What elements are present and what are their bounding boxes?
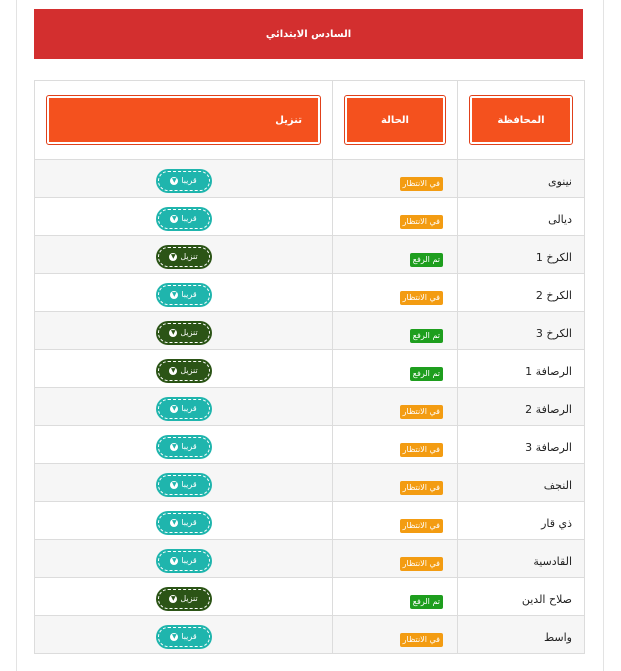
table-row (35, 426, 585, 464)
table-row (35, 312, 585, 350)
download-circle-icon: ▼ (172, 480, 177, 488)
governorate-name: القادسية (533, 555, 572, 568)
download-circle-icon: ▼ (171, 328, 176, 336)
status-badge: في الانتظار (400, 177, 443, 191)
status-badge: تم الرفع (410, 595, 443, 609)
download-button-label: قريبا (181, 632, 197, 641)
download-circle-icon: ▼ (172, 632, 177, 640)
table-row (35, 198, 585, 236)
status-cell (333, 502, 458, 540)
status-badge: في الانتظار (400, 557, 443, 571)
download-circle-icon: ▼ (172, 442, 177, 450)
download-cell (35, 578, 333, 616)
table-body (35, 160, 585, 654)
download-circle-icon: ▼ (172, 404, 177, 412)
status-cell (333, 160, 458, 198)
status-cell (333, 616, 458, 654)
download-circle-icon: ▼ (172, 290, 177, 298)
download-button-label: قريبا (181, 404, 197, 413)
governorate-cell (458, 388, 585, 426)
status-badge: في الانتظار (400, 215, 443, 229)
download-button[interactable] (158, 209, 210, 229)
governorate-name: النجف (543, 479, 572, 492)
governorate-name: صلاح الدين (521, 593, 572, 606)
governorate-cell (458, 464, 585, 502)
download-button-label: قريبا (181, 214, 197, 223)
table-row (35, 502, 585, 540)
status-cell (333, 540, 458, 578)
governorate-cell (458, 616, 585, 654)
download-button-label: تنزيل (180, 328, 198, 337)
download-circle-icon: ▼ (172, 556, 177, 564)
header-governorate (458, 81, 585, 160)
download-button-label: قريبا (181, 176, 197, 185)
download-cell (35, 350, 333, 388)
governorate-name: ديالى (548, 213, 572, 226)
status-badge: في الانتظار (400, 443, 443, 457)
download-button[interactable] (158, 589, 210, 609)
download-button-label: قريبا (181, 480, 197, 489)
header-status-label: الحالة (381, 114, 409, 126)
download-button-label: تنزيل (180, 594, 198, 603)
governorate-cell (458, 160, 585, 198)
download-cell (35, 160, 333, 198)
header-governorate-label: المحافظة (497, 114, 545, 126)
status-badge: في الانتظار (400, 633, 443, 647)
table-row (35, 540, 585, 578)
status-badge: تم الرفع (410, 367, 443, 381)
status-cell (333, 350, 458, 388)
status-cell (333, 464, 458, 502)
governorate-name: الكرخ 1 (535, 251, 572, 264)
download-cell (35, 426, 333, 464)
download-cell (35, 540, 333, 578)
header-governorate-button (470, 96, 572, 144)
governorate-name: الرصافة 3 (525, 441, 572, 454)
governorate-name: الرصافة 2 (525, 403, 572, 416)
download-circle-icon: ▼ (172, 176, 177, 184)
download-button[interactable] (158, 285, 210, 305)
status-badge: في الانتظار (400, 481, 443, 495)
status-badge: في الانتظار (400, 291, 443, 305)
status-cell (333, 198, 458, 236)
download-cell (35, 312, 333, 350)
governorate-cell (458, 426, 585, 464)
governorate-name: نينوى (548, 175, 572, 188)
download-cell (35, 616, 333, 654)
download-button[interactable] (158, 437, 210, 457)
download-button-label: قريبا (181, 290, 197, 299)
download-button[interactable] (158, 475, 210, 495)
results-table (34, 80, 585, 654)
table-row (35, 464, 585, 502)
header-download-label: تنزيل (275, 114, 302, 126)
table-row (35, 388, 585, 426)
governorate-name: الكرخ 3 (535, 327, 572, 340)
download-button[interactable] (158, 247, 210, 267)
governorate-cell (458, 274, 585, 312)
download-cell (35, 388, 333, 426)
governorate-cell (458, 350, 585, 388)
table-row (35, 578, 585, 616)
status-cell (333, 274, 458, 312)
header-status-button (345, 96, 445, 144)
download-circle-icon: ▼ (171, 252, 176, 260)
governorate-cell (458, 236, 585, 274)
governorate-name: واسط (543, 631, 572, 644)
download-button-label: تنزيل (180, 252, 198, 261)
status-cell (333, 312, 458, 350)
download-button-label: قريبا (181, 442, 197, 451)
governorate-name: ذي قار (541, 517, 572, 530)
header-download-button (47, 96, 320, 144)
download-button[interactable] (158, 323, 210, 343)
download-cell (35, 236, 333, 274)
page-title: السادس الابتدائي (265, 28, 352, 40)
status-badge: في الانتظار (400, 405, 443, 419)
download-circle-icon: ▼ (171, 594, 176, 602)
governorate-name: الرصافة 1 (525, 365, 572, 378)
governorate-cell (458, 578, 585, 616)
page-title-banner (34, 9, 583, 59)
governorate-cell (458, 502, 585, 540)
download-button[interactable] (158, 171, 210, 191)
status-cell (333, 236, 458, 274)
download-button[interactable] (158, 513, 210, 533)
header-download (35, 81, 333, 160)
download-circle-icon: ▼ (172, 214, 177, 222)
download-button-label: قريبا (181, 556, 197, 565)
download-button-label: قريبا (181, 518, 197, 527)
download-cell (35, 274, 333, 312)
download-button-label: تنزيل (180, 366, 198, 375)
download-cell (35, 198, 333, 236)
status-cell (333, 388, 458, 426)
status-cell (333, 578, 458, 616)
governorate-cell (458, 198, 585, 236)
download-cell (35, 464, 333, 502)
table-row (35, 236, 585, 274)
download-button[interactable] (158, 361, 210, 381)
governorate-cell (458, 312, 585, 350)
table-row (35, 274, 585, 312)
status-badge: تم الرفع (410, 329, 443, 343)
download-circle-icon: ▼ (171, 366, 176, 374)
table-row (35, 160, 585, 198)
download-circle-icon: ▼ (172, 518, 177, 526)
download-cell (35, 502, 333, 540)
table-header-row (35, 81, 585, 160)
governorate-name: الكرخ 2 (535, 289, 572, 302)
download-button[interactable] (158, 399, 210, 419)
header-status (333, 81, 458, 160)
table-row (35, 616, 585, 654)
status-cell (333, 426, 458, 464)
download-button[interactable] (158, 551, 210, 571)
table-row (35, 350, 585, 388)
download-button[interactable] (158, 627, 210, 647)
status-badge: في الانتظار (400, 519, 443, 533)
governorate-cell (458, 540, 585, 578)
status-badge: تم الرفع (410, 253, 443, 267)
